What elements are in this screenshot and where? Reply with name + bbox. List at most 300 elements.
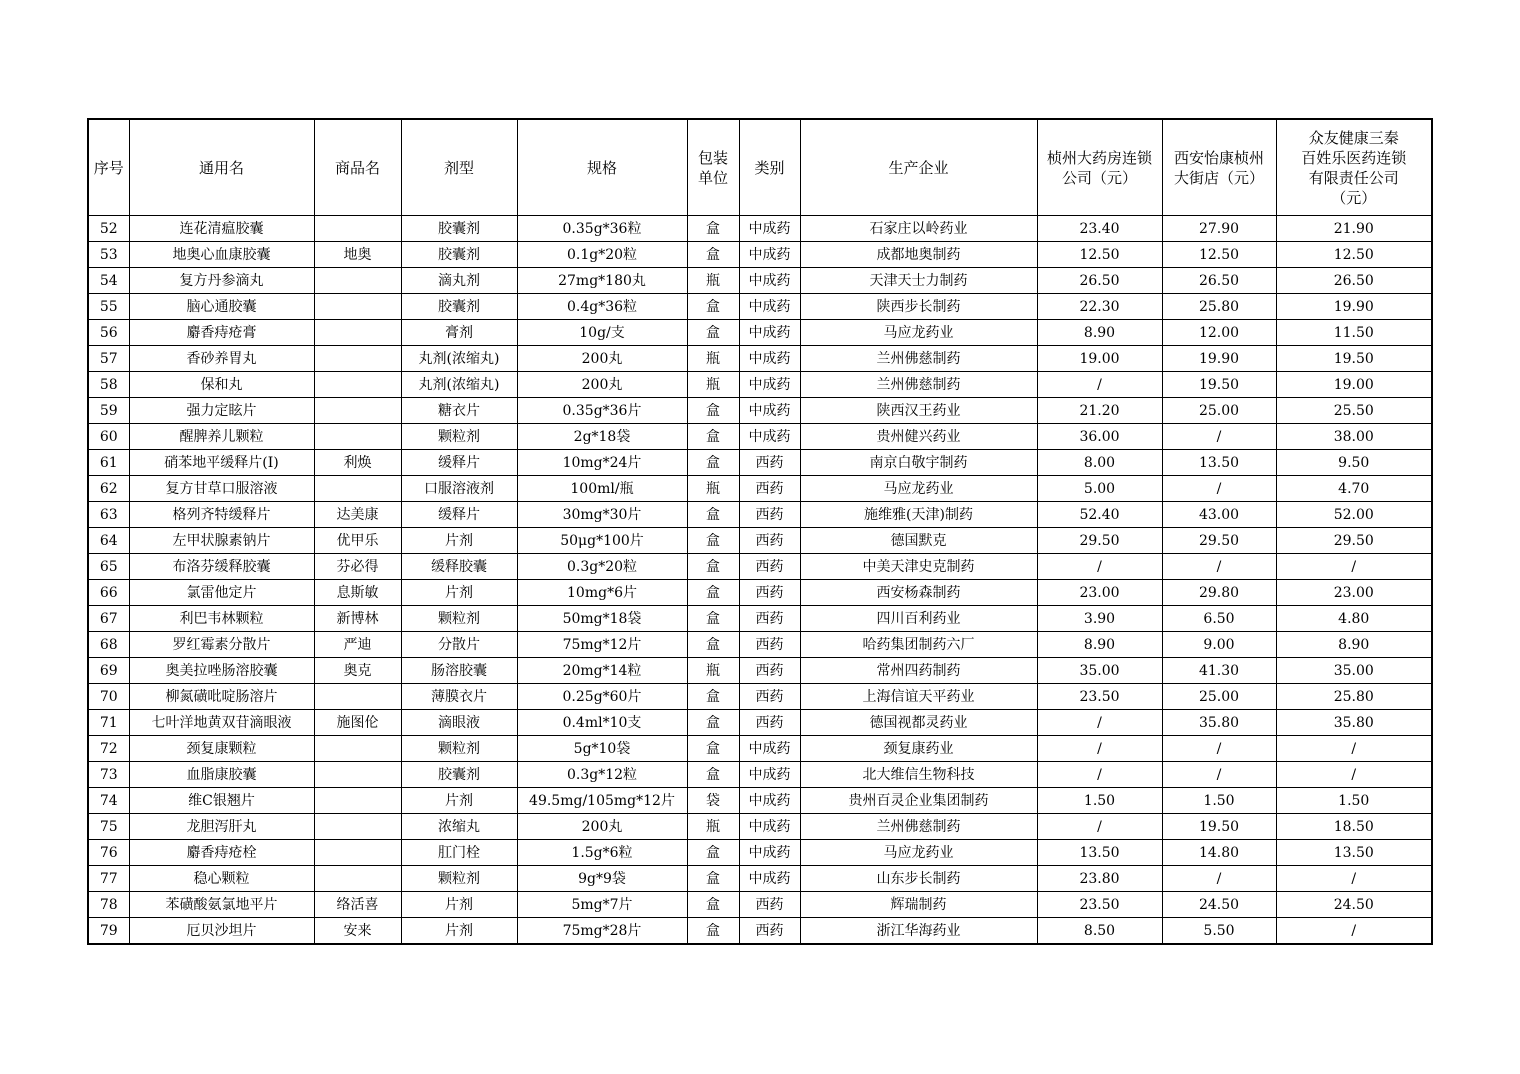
cell-dosage-form: 颗粒剂 [401, 606, 517, 632]
cell-price-store-3: 35.00 [1276, 658, 1432, 684]
cell-manufacturer: 陕西步长制药 [800, 294, 1037, 320]
cell-index: 73 [88, 762, 129, 788]
cell-index: 75 [88, 814, 129, 840]
cell-brand-name: 络活喜 [314, 892, 401, 918]
table-row [88, 736, 1432, 762]
header-text-line: 单位 [697, 168, 728, 187]
cell-category: 西药 [739, 918, 800, 945]
cell-specification: 9g*9袋 [517, 866, 687, 892]
cell-price-store-2: / [1162, 736, 1276, 762]
cell-package-unit: 盒 [687, 450, 739, 476]
cell-price-store-2: 5.50 [1162, 918, 1276, 945]
cell-price-store-3: 1.50 [1276, 788, 1432, 814]
cell-brand-name [314, 476, 401, 502]
header-text-line: 通用名 [198, 158, 244, 177]
cell-brand-name [314, 684, 401, 710]
cell-index: 67 [88, 606, 129, 632]
table-row [88, 476, 1432, 502]
cell-brand-name [314, 762, 401, 788]
cell-brand-name [314, 398, 401, 424]
cell-price-store-1: 35.00 [1037, 658, 1162, 684]
cell-dosage-form: 滴眼液 [401, 710, 517, 736]
cell-category: 中成药 [739, 814, 800, 840]
cell-price-store-2: 41.30 [1162, 658, 1276, 684]
header-brand-name [314, 119, 401, 216]
cell-price-store-3: 4.70 [1276, 476, 1432, 502]
cell-price-store-3: 35.80 [1276, 710, 1432, 736]
cell-generic-name: 醒脾养儿颗粒 [129, 424, 314, 450]
cell-price-store-1: / [1037, 814, 1162, 840]
cell-generic-name: 地奥心血康胶囊 [129, 242, 314, 268]
cell-category: 中成药 [739, 840, 800, 866]
cell-brand-name: 息斯敏 [314, 580, 401, 606]
cell-price-store-3: 19.00 [1276, 372, 1432, 398]
cell-manufacturer: 贵州健兴药业 [800, 424, 1037, 450]
cell-generic-name: 保和丸 [129, 372, 314, 398]
cell-index: 58 [88, 372, 129, 398]
cell-specification: 0.3g*20粒 [517, 554, 687, 580]
cell-dosage-form: 胶囊剂 [401, 242, 517, 268]
cell-generic-name: 血脂康胶囊 [129, 762, 314, 788]
cell-price-store-1: 26.50 [1037, 268, 1162, 294]
cell-package-unit: 盒 [687, 736, 739, 762]
cell-index: 61 [88, 450, 129, 476]
cell-index: 64 [88, 528, 129, 554]
cell-index: 69 [88, 658, 129, 684]
cell-specification: 10mg*6片 [517, 580, 687, 606]
cell-specification: 30mg*30片 [517, 502, 687, 528]
table-row [88, 242, 1432, 268]
cell-index: 74 [88, 788, 129, 814]
cell-package-unit: 盒 [687, 710, 739, 736]
cell-dosage-form: 薄膜衣片 [401, 684, 517, 710]
cell-manufacturer: 南京白敬宇制药 [800, 450, 1037, 476]
table-row [88, 892, 1432, 918]
cell-generic-name: 左甲状腺素钠片 [129, 528, 314, 554]
cell-manufacturer: 施维雅(天津)制药 [800, 502, 1037, 528]
cell-package-unit: 盒 [687, 554, 739, 580]
cell-price-store-1: / [1037, 372, 1162, 398]
cell-dosage-form: 颗粒剂 [401, 424, 517, 450]
cell-price-store-1: 13.50 [1037, 840, 1162, 866]
cell-package-unit: 盒 [687, 320, 739, 346]
cell-manufacturer: 马应龙药业 [800, 320, 1037, 346]
cell-price-store-2: 25.00 [1162, 398, 1276, 424]
cell-manufacturer: 上海信谊天平药业 [800, 684, 1037, 710]
cell-specification: 10g/支 [517, 320, 687, 346]
cell-generic-name: 复方甘草口服溶液 [129, 476, 314, 502]
cell-generic-name: 奥美拉唑肠溶胶囊 [129, 658, 314, 684]
cell-price-store-2: 19.50 [1162, 814, 1276, 840]
cell-manufacturer: 兰州佛慈制药 [800, 814, 1037, 840]
cell-brand-name: 严迪 [314, 632, 401, 658]
cell-manufacturer: 兰州佛慈制药 [800, 372, 1037, 398]
cell-category: 中成药 [739, 788, 800, 814]
cell-generic-name: 麝香痔疮膏 [129, 320, 314, 346]
cell-generic-name: 罗红霉素分散片 [129, 632, 314, 658]
cell-generic-name: 格列齐特缓释片 [129, 502, 314, 528]
cell-price-store-3: / [1276, 736, 1432, 762]
cell-generic-name: 柳氮磺吡啶肠溶片 [129, 684, 314, 710]
cell-specification: 0.35g*36片 [517, 398, 687, 424]
cell-price-store-3: 23.00 [1276, 580, 1432, 606]
header-text-line: 序号 [93, 158, 124, 177]
cell-generic-name: 布洛芬缓释胶囊 [129, 554, 314, 580]
cell-generic-name: 氯雷他定片 [129, 580, 314, 606]
cell-category: 西药 [739, 658, 800, 684]
cell-generic-name: 硝苯地平缓释片(Ⅰ) [129, 450, 314, 476]
cell-dosage-form: 片剂 [401, 788, 517, 814]
cell-dosage-form: 肛门栓 [401, 840, 517, 866]
header-text-line: 剂型 [443, 158, 474, 177]
header-text-line: 规格 [586, 158, 617, 177]
cell-category: 西药 [739, 684, 800, 710]
cell-brand-name [314, 346, 401, 372]
cell-package-unit: 盒 [687, 684, 739, 710]
table-row [88, 346, 1432, 372]
cell-index: 78 [88, 892, 129, 918]
cell-price-store-3: 18.50 [1276, 814, 1432, 840]
cell-category: 西药 [739, 632, 800, 658]
cell-dosage-form: 片剂 [401, 892, 517, 918]
cell-index: 77 [88, 866, 129, 892]
cell-package-unit: 盒 [687, 606, 739, 632]
cell-package-unit: 盒 [687, 502, 739, 528]
cell-dosage-form: 缓释胶囊 [401, 554, 517, 580]
cell-manufacturer: 德国视都灵药业 [800, 710, 1037, 736]
cell-price-store-3: 25.50 [1276, 398, 1432, 424]
cell-manufacturer: 马应龙药业 [800, 476, 1037, 502]
table-row [88, 320, 1432, 346]
table-row [88, 840, 1432, 866]
header-text-line: 类别 [754, 158, 785, 177]
table-row [88, 762, 1432, 788]
cell-price-store-1: / [1037, 762, 1162, 788]
cell-brand-name: 地奥 [314, 242, 401, 268]
cell-price-store-1: 23.50 [1037, 892, 1162, 918]
header-manufacturer [800, 119, 1037, 216]
table-row [88, 450, 1432, 476]
table-row [88, 866, 1432, 892]
cell-generic-name: 厄贝沙坦片 [129, 918, 314, 945]
cell-manufacturer: 北大维信生物科技 [800, 762, 1037, 788]
cell-dosage-form: 膏剂 [401, 320, 517, 346]
cell-manufacturer: 成都地奥制药 [800, 242, 1037, 268]
header-index [88, 119, 129, 216]
cell-generic-name: 颈复康颗粒 [129, 736, 314, 762]
cell-dosage-form: 胶囊剂 [401, 762, 517, 788]
cell-manufacturer: 常州四药制药 [800, 658, 1037, 684]
cell-package-unit: 瓶 [687, 268, 739, 294]
cell-brand-name [314, 294, 401, 320]
cell-dosage-form: 丸剂(浓缩丸) [401, 346, 517, 372]
cell-brand-name [314, 320, 401, 346]
table-row [88, 814, 1432, 840]
cell-generic-name: 苯磺酸氨氯地平片 [129, 892, 314, 918]
cell-specification: 2g*18袋 [517, 424, 687, 450]
header-text-line: 生产企业 [888, 158, 949, 177]
cell-price-store-2: / [1162, 424, 1276, 450]
cell-price-store-2: 1.50 [1162, 788, 1276, 814]
cell-price-store-2: 19.90 [1162, 346, 1276, 372]
cell-index: 66 [88, 580, 129, 606]
table-row [88, 658, 1432, 684]
cell-price-store-1: 8.00 [1037, 450, 1162, 476]
cell-price-store-2: 19.50 [1162, 372, 1276, 398]
cell-price-store-2: 25.80 [1162, 294, 1276, 320]
cell-category: 中成药 [739, 216, 800, 242]
cell-price-store-1: 1.50 [1037, 788, 1162, 814]
cell-generic-name: 利巴韦林颗粒 [129, 606, 314, 632]
cell-package-unit: 瓶 [687, 476, 739, 502]
cell-dosage-form: 胶囊剂 [401, 216, 517, 242]
cell-price-store-2: 12.00 [1162, 320, 1276, 346]
cell-price-store-2: 25.00 [1162, 684, 1276, 710]
cell-brand-name [314, 424, 401, 450]
cell-price-store-2: / [1162, 554, 1276, 580]
cell-index: 62 [88, 476, 129, 502]
cell-generic-name: 连花清瘟胶囊 [129, 216, 314, 242]
cell-dosage-form: 丸剂(浓缩丸) [401, 372, 517, 398]
cell-price-store-2: 26.50 [1162, 268, 1276, 294]
cell-index: 59 [88, 398, 129, 424]
header-text-line: 公司（元） [1061, 168, 1137, 187]
header-generic-name [129, 119, 314, 216]
table-body [88, 216, 1432, 945]
table-row [88, 216, 1432, 242]
cell-category: 中成药 [739, 242, 800, 268]
cell-brand-name [314, 840, 401, 866]
cell-dosage-form: 胶囊剂 [401, 294, 517, 320]
table-row [88, 788, 1432, 814]
header-text-line: 西安怡康桢州 [1173, 148, 1264, 167]
cell-category: 西药 [739, 476, 800, 502]
table-header-row [88, 119, 1432, 216]
cell-price-store-3: 52.00 [1276, 502, 1432, 528]
table-row [88, 632, 1432, 658]
cell-specification: 50μg*100片 [517, 528, 687, 554]
cell-price-store-1: 36.00 [1037, 424, 1162, 450]
cell-brand-name [314, 268, 401, 294]
table-row [88, 554, 1432, 580]
cell-price-store-2: 27.90 [1162, 216, 1276, 242]
cell-manufacturer: 中美天津史克制药 [800, 554, 1037, 580]
table-row [88, 528, 1432, 554]
cell-generic-name: 香砂养胃丸 [129, 346, 314, 372]
cell-package-unit: 盒 [687, 632, 739, 658]
header-text-line: 百姓乐医药连锁 [1301, 148, 1407, 167]
cell-price-store-2: 13.50 [1162, 450, 1276, 476]
cell-dosage-form: 糖衣片 [401, 398, 517, 424]
cell-specification: 200丸 [517, 346, 687, 372]
cell-brand-name: 安来 [314, 918, 401, 945]
cell-index: 72 [88, 736, 129, 762]
cell-category: 西药 [739, 710, 800, 736]
cell-package-unit: 盒 [687, 242, 739, 268]
cell-specification: 0.4g*36粒 [517, 294, 687, 320]
cell-dosage-form: 肠溶胶囊 [401, 658, 517, 684]
cell-specification: 0.4ml*10支 [517, 710, 687, 736]
cell-price-store-1: 8.90 [1037, 632, 1162, 658]
cell-category: 西药 [739, 580, 800, 606]
cell-brand-name: 利焕 [314, 450, 401, 476]
cell-dosage-form: 口服溶液剂 [401, 476, 517, 502]
cell-brand-name: 优甲乐 [314, 528, 401, 554]
cell-index: 54 [88, 268, 129, 294]
cell-category: 中成药 [739, 372, 800, 398]
cell-manufacturer: 兰州佛慈制药 [800, 346, 1037, 372]
header-dosage-form [401, 119, 517, 216]
header-specification [517, 119, 687, 216]
cell-price-store-1: 22.30 [1037, 294, 1162, 320]
cell-generic-name: 七叶洋地黄双苷滴眼液 [129, 710, 314, 736]
cell-specification: 20mg*14粒 [517, 658, 687, 684]
cell-price-store-3: 11.50 [1276, 320, 1432, 346]
header-price-store-1 [1037, 119, 1162, 216]
cell-price-store-2: 12.50 [1162, 242, 1276, 268]
cell-package-unit: 盒 [687, 216, 739, 242]
cell-specification: 0.1g*20粒 [517, 242, 687, 268]
cell-price-store-2: 14.80 [1162, 840, 1276, 866]
header-category [739, 119, 800, 216]
cell-category: 西药 [739, 606, 800, 632]
cell-price-store-3: 12.50 [1276, 242, 1432, 268]
cell-specification: 0.3g*12粒 [517, 762, 687, 788]
cell-index: 56 [88, 320, 129, 346]
cell-price-store-2: 29.50 [1162, 528, 1276, 554]
cell-price-store-2: 43.00 [1162, 502, 1276, 528]
header-text-line: 包装 [697, 148, 728, 167]
header-text-line: 有限责任公司 [1308, 168, 1399, 187]
cell-price-store-2: 24.50 [1162, 892, 1276, 918]
cell-specification: 0.25g*60片 [517, 684, 687, 710]
cell-dosage-form: 片剂 [401, 528, 517, 554]
cell-specification: 75mg*12片 [517, 632, 687, 658]
cell-dosage-form: 颗粒剂 [401, 736, 517, 762]
cell-specification: 0.35g*36粒 [517, 216, 687, 242]
cell-price-store-3: / [1276, 866, 1432, 892]
cell-dosage-form: 浓缩丸 [401, 814, 517, 840]
cell-manufacturer: 陕西汉王药业 [800, 398, 1037, 424]
cell-index: 55 [88, 294, 129, 320]
cell-category: 中成药 [739, 398, 800, 424]
cell-brand-name [314, 788, 401, 814]
cell-price-store-2: 6.50 [1162, 606, 1276, 632]
cell-brand-name [314, 866, 401, 892]
table-row [88, 710, 1432, 736]
table-row [88, 294, 1432, 320]
header-text-line: 众友健康三秦 [1308, 128, 1399, 147]
cell-index: 68 [88, 632, 129, 658]
header-text-line: （元） [1331, 188, 1377, 207]
cell-price-store-1: 8.50 [1037, 918, 1162, 945]
cell-specification: 1.5g*6粒 [517, 840, 687, 866]
table-row [88, 606, 1432, 632]
cell-manufacturer: 天津天士力制药 [800, 268, 1037, 294]
cell-specification: 10mg*24片 [517, 450, 687, 476]
cell-manufacturer: 德国默克 [800, 528, 1037, 554]
cell-package-unit: 瓶 [687, 372, 739, 398]
cell-brand-name: 芬必得 [314, 554, 401, 580]
header-text-line: 桢州大药房连锁 [1046, 148, 1152, 167]
cell-generic-name: 稳心颗粒 [129, 866, 314, 892]
cell-package-unit: 盒 [687, 762, 739, 788]
cell-category: 中成药 [739, 268, 800, 294]
cell-manufacturer: 浙江华海药业 [800, 918, 1037, 945]
cell-price-store-1: 3.90 [1037, 606, 1162, 632]
cell-price-store-1: / [1037, 710, 1162, 736]
cell-brand-name: 施图伦 [314, 710, 401, 736]
cell-brand-name [314, 216, 401, 242]
cell-price-store-1: 8.90 [1037, 320, 1162, 346]
drug-price-table [87, 118, 1433, 945]
cell-brand-name [314, 372, 401, 398]
cell-brand-name [314, 736, 401, 762]
cell-price-store-1: 29.50 [1037, 528, 1162, 554]
cell-generic-name: 复方丹参滴丸 [129, 268, 314, 294]
cell-price-store-1: 19.00 [1037, 346, 1162, 372]
cell-manufacturer: 贵州百灵企业集团制药 [800, 788, 1037, 814]
cell-package-unit: 瓶 [687, 658, 739, 684]
cell-index: 70 [88, 684, 129, 710]
table-row [88, 502, 1432, 528]
cell-specification: 75mg*28片 [517, 918, 687, 945]
cell-index: 65 [88, 554, 129, 580]
cell-index: 60 [88, 424, 129, 450]
table-row [88, 372, 1432, 398]
cell-index: 52 [88, 216, 129, 242]
cell-index: 53 [88, 242, 129, 268]
cell-manufacturer: 四川百利药业 [800, 606, 1037, 632]
cell-category: 西药 [739, 892, 800, 918]
header-package-unit [687, 119, 739, 216]
cell-price-store-2: / [1162, 866, 1276, 892]
cell-category: 中成药 [739, 320, 800, 346]
cell-package-unit: 盒 [687, 866, 739, 892]
cell-specification: 200丸 [517, 814, 687, 840]
cell-package-unit: 盒 [687, 918, 739, 945]
cell-specification: 5g*10袋 [517, 736, 687, 762]
cell-price-store-1: / [1037, 736, 1162, 762]
cell-category: 中成药 [739, 294, 800, 320]
cell-package-unit: 盒 [687, 580, 739, 606]
cell-price-store-3: 26.50 [1276, 268, 1432, 294]
cell-price-store-2: / [1162, 476, 1276, 502]
cell-brand-name [314, 814, 401, 840]
cell-price-store-3: 24.50 [1276, 892, 1432, 918]
table-row [88, 424, 1432, 450]
cell-specification: 5mg*7片 [517, 892, 687, 918]
cell-index: 57 [88, 346, 129, 372]
table-row [88, 398, 1432, 424]
cell-price-store-2: / [1162, 762, 1276, 788]
cell-package-unit: 盒 [687, 840, 739, 866]
cell-category: 西药 [739, 528, 800, 554]
cell-manufacturer: 西安杨森制药 [800, 580, 1037, 606]
cell-dosage-form: 缓释片 [401, 502, 517, 528]
header-price-store-2 [1162, 119, 1276, 216]
cell-category: 西药 [739, 450, 800, 476]
cell-dosage-form: 片剂 [401, 580, 517, 606]
cell-package-unit: 盒 [687, 424, 739, 450]
cell-specification: 49.5mg/105mg*12片 [517, 788, 687, 814]
cell-price-store-2: 29.80 [1162, 580, 1276, 606]
cell-dosage-form: 片剂 [401, 918, 517, 945]
cell-price-store-3: 4.80 [1276, 606, 1432, 632]
cell-price-store-3: 25.80 [1276, 684, 1432, 710]
cell-dosage-form: 缓释片 [401, 450, 517, 476]
cell-price-store-3: 38.00 [1276, 424, 1432, 450]
